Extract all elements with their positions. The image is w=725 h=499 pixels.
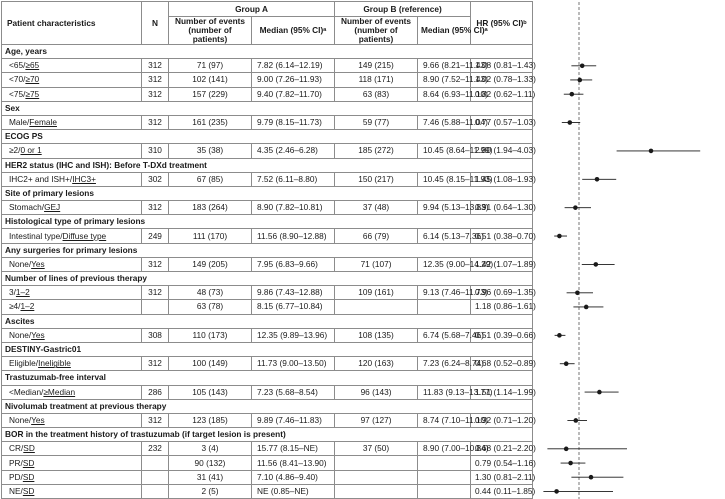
hr-cell: 2.80 (1.94–4.03) [471,144,533,158]
header-group-b: Group B (reference) [335,2,471,17]
events-b-cell: 96 (143) [335,385,418,399]
section-label: Nivolumab treatment at previous therapy [2,399,533,413]
row-label-reference: SD [22,471,35,482]
hr-cell: 0.96 (0.69–1.35) [471,286,533,300]
events-b-cell: 150 (217) [335,172,418,186]
n-cell [142,300,169,314]
row-label-prefix: <75/ [9,88,26,99]
median-a-cell: 11.56 (8.41–13.90) [252,456,335,470]
section-row [2,272,533,286]
row-label-reference: SD [22,457,35,468]
row-label-prefix: PD/ [9,471,23,482]
header-characteristics: Patient characteristics [2,2,142,45]
n-cell: 310 [142,144,169,158]
row-label [2,300,142,314]
events-b-cell: 59 (77) [335,115,418,129]
hr-point [589,475,594,480]
row-label [2,73,142,87]
row-label-prefix: None/ [9,414,32,425]
n-cell: 312 [142,115,169,129]
row-label-reference: Yes [31,414,45,425]
hr-cell: 1.45 (1.08–1.93) [471,172,533,186]
median-a-cell: NE (0.85–NE) [252,484,335,498]
row-label-prefix: <65/ [9,60,26,71]
events-a-cell: 35 (38) [169,144,252,158]
section-label: Trastuzumab-free interval [2,371,533,385]
section-row [2,399,533,413]
row-label [2,201,142,215]
n-cell: 312 [142,286,169,300]
hr-cell: 0.82 (0.62–1.11) [471,87,533,101]
median-a-cell: 7.52 (6.11–8.80) [252,172,335,186]
section-label: Histological type of primary lesions [2,215,533,229]
median-a-cell: 9.00 (7.26–11.93) [252,73,335,87]
table-row [2,357,533,371]
row-label-prefix: <70/ [9,74,26,85]
table-row [2,286,533,300]
section-label: Sex [2,101,533,115]
events-a-cell: 110 (173) [169,328,252,342]
row-label [2,413,142,427]
table-row [2,385,533,399]
n-cell: 312 [142,257,169,271]
row-label [2,172,142,186]
hr-point [557,234,562,239]
events-b-cell [335,470,418,484]
events-a-cell: 123 (185) [169,413,252,427]
hr-cell: 0.77 (0.57–1.03) [471,115,533,129]
row-label [2,286,142,300]
events-a-cell: 183 (264) [169,201,252,215]
row-label-prefix: PR/ [9,457,23,468]
row-label-reference: GEJ [44,202,61,213]
row-label-reference: 1–2 [15,287,30,298]
row-label-reference: SD [23,443,35,454]
median-a-cell: 9.89 (7.46–11.83) [252,413,335,427]
median-a-cell: 15.77 (8.15–NE) [252,442,335,456]
table-row [2,144,533,158]
events-b-cell [335,300,418,314]
median-a-cell: 9.40 (7.82–11.70) [252,87,335,101]
row-label [2,115,142,129]
hr-point [564,447,569,452]
hr-point [557,333,562,338]
hr-cell: 0.51 (0.38–0.70) [471,229,533,243]
header-median-a: Median (95% CI)ᵃ [252,17,335,45]
row-label-reference: 0 or 1 [20,145,42,156]
section-label: DESTINY-Gastric01 [2,342,533,356]
median-a-cell: 8.90 (7.82–10.81) [252,201,335,215]
events-a-cell: 71 (97) [169,59,252,73]
hr-cell: 0.68 (0.21–2.20) [471,442,533,456]
events-a-cell: 63 (78) [169,300,252,314]
n-cell: 312 [142,87,169,101]
events-b-cell: 120 (163) [335,357,418,371]
row-label-reference: Diffuse type [62,230,107,241]
median-b-cell: 10.45 (8.64–11.99) [418,144,471,158]
row-label [2,257,142,271]
header-hr: HR (95% CI)ᵇ [471,2,533,45]
section-row [2,243,533,257]
events-a-cell: 102 (141) [169,73,252,87]
median-b-cell: 8.90 (7.00–10.84) [418,442,471,456]
section-row [2,158,533,172]
row-label-prefix: ≥2/ [9,145,21,156]
median-b-cell: 8.64 (6.93–11.10) [418,87,471,101]
row-label [2,456,142,470]
hr-point [574,418,579,423]
hr-cell: 0.92 (0.71–1.20) [471,413,533,427]
median-b-cell [418,484,471,498]
median-a-cell: 12.35 (9.89–13.96) [252,328,335,342]
events-a-cell: 157 (229) [169,87,252,101]
hr-point [573,205,578,210]
median-b-cell: 11.83 (9.13–13.77) [418,385,471,399]
results-table [1,1,536,499]
table-row [2,115,533,129]
row-label-prefix: NE/ [9,485,23,496]
events-a-cell: 105 (143) [169,385,252,399]
hr-point [580,63,585,68]
median-a-cell: 9.86 (7.43–12.88) [252,286,335,300]
hr-cell: 0.68 (0.52–0.89) [471,357,533,371]
median-a-cell: 7.10 (4.86–9.40) [252,470,335,484]
row-label [2,328,142,342]
row-label [2,229,142,243]
n-cell: 308 [142,328,169,342]
events-a-cell: 161 (235) [169,115,252,129]
median-a-cell: 7.82 (6.14–12.19) [252,59,335,73]
n-cell [142,456,169,470]
row-label-reference: Female [29,117,57,128]
median-b-cell: 7.23 (6.24–8.74) [418,357,471,371]
header-events-b: Number of events (number of patients) [335,17,418,45]
section-row [2,45,533,59]
events-b-cell: 97 (127) [335,413,418,427]
median-b-cell: 6.14 (5.13–7.36) [418,229,471,243]
row-label-reference: SD [22,485,35,496]
row-label-reference: Ineligible [38,358,71,369]
events-b-cell [335,456,418,470]
row-label-prefix: Male/ [9,117,30,128]
table-row [2,442,533,456]
n-cell: 232 [142,442,169,456]
table-row [2,413,533,427]
events-a-cell: 67 (85) [169,172,252,186]
events-b-cell: 37 (50) [335,442,418,456]
events-b-cell: 149 (215) [335,59,418,73]
row-label-reference: ≥75 [25,88,40,99]
hr-cell: 1.18 (0.86–1.61) [471,300,533,314]
hr-cell: 1.42 (1.07–1.89) [471,257,533,271]
n-cell [142,470,169,484]
table-row [2,73,533,87]
n-cell: 312 [142,357,169,371]
events-b-cell: 108 (135) [335,328,418,342]
events-b-cell: 71 (107) [335,257,418,271]
table-row [2,229,533,243]
table-row [2,300,533,314]
row-label-reference: IHC3+ [72,173,96,184]
hr-point [575,290,580,295]
n-cell: 286 [142,385,169,399]
hr-point [568,120,573,125]
median-a-cell: 7.23 (5.68–8.54) [252,385,335,399]
section-label: Any surgeries for primary lesions [2,243,533,257]
hr-point [570,92,575,97]
table-row [2,484,533,498]
hr-cell: 0.51 (0.39–0.66) [471,328,533,342]
hr-point [595,177,600,182]
hr-point [568,461,573,466]
row-label-reference: ≥70 [25,74,40,85]
events-a-cell: 3 (4) [169,442,252,456]
hr-point [564,361,569,366]
section-row [2,186,533,200]
median-b-cell [418,300,471,314]
table-row [2,59,533,73]
section-row [2,215,533,229]
hr-cell: 1.51 (1.14–1.99) [471,385,533,399]
section-label: ECOG PS [2,130,533,144]
section-label: BOR in the treatment history of trastuzumab (if target lesion is present) [2,428,533,442]
row-label-prefix: None/ [9,329,32,340]
row-label-prefix: CR/ [9,443,24,454]
events-a-cell: 90 (132) [169,456,252,470]
median-a-cell: 4.35 (2.46–6.28) [252,144,335,158]
events-a-cell: 48 (73) [169,286,252,300]
median-b-cell [418,470,471,484]
n-cell: 312 [142,413,169,427]
n-cell [142,484,169,498]
hr-point [554,489,559,494]
median-a-cell: 7.95 (6.83–9.66) [252,257,335,271]
header-median-b: Median (95% CI)ᵃ [418,17,471,45]
section-label: Site of primary lesions [2,186,533,200]
hr-point [594,262,599,267]
table-row [2,328,533,342]
section-label: Age, years [2,45,533,59]
table-row [2,172,533,186]
hr-cell: 1.30 (0.81–2.11) [471,470,533,484]
median-b-cell: 7.46 (5.88–11.04) [418,115,471,129]
events-a-cell: 2 (5) [169,484,252,498]
row-label [2,144,142,158]
row-label [2,484,142,498]
section-label: Ascites [2,314,533,328]
n-cell: 312 [142,73,169,87]
median-a-cell: 8.15 (6.77–10.84) [252,300,335,314]
events-b-cell: 63 (83) [335,87,418,101]
events-b-cell [335,484,418,498]
row-label [2,357,142,371]
table-row [2,456,533,470]
section-row [2,101,533,115]
median-b-cell: 10.45 (8.15–11.93) [418,172,471,186]
median-a-cell: 11.73 (9.00–13.50) [252,357,335,371]
row-label [2,59,142,73]
row-label-prefix: Intestinal type/ [9,230,63,241]
hr-cell: 1.08 (0.81–1.43) [471,59,533,73]
row-label-reference: ≥65 [25,60,40,71]
hr-point [597,390,602,395]
row-label [2,470,142,484]
events-b-cell: 185 (272) [335,144,418,158]
section-row [2,342,533,356]
row-label-reference: 1–2 [20,301,35,312]
row-label-prefix: <Median/ [9,386,44,397]
events-b-cell: 109 (161) [335,286,418,300]
events-a-cell: 100 (149) [169,357,252,371]
row-label [2,87,142,101]
median-b-cell: 12.35 (9.00–14.29) [418,257,471,271]
hr-cell: 0.91 (0.64–1.30) [471,201,533,215]
row-label-prefix: 3/ [9,287,16,298]
hr-point [578,78,583,83]
median-b-cell: 6.74 (5.68–7.46) [418,328,471,342]
n-cell: 312 [142,59,169,73]
hr-cell: 0.44 (0.11–1.85) [471,484,533,498]
table-row [2,470,533,484]
median-b-cell: 9.66 (8.21–11.43) [418,59,471,73]
row-label-prefix: Eligible/ [9,358,39,369]
n-cell: 249 [142,229,169,243]
section-label: HER2 status (IHC and ISH): Before T-DXd treatment [2,158,533,172]
row-label-reference: Yes [31,258,45,269]
row-label-prefix: IHC2+ and ISH+/ [9,173,73,184]
hr-cell: 1.02 (0.78–1.33) [471,73,533,87]
events-a-cell: 111 (170) [169,229,252,243]
n-cell: 302 [142,172,169,186]
events-b-cell: 37 (48) [335,201,418,215]
row-label-prefix: Stomach/ [9,202,45,213]
events-a-cell: 31 (41) [169,470,252,484]
median-b-cell: 8.74 (7.10–11.10) [418,413,471,427]
median-a-cell: 11.56 (8.90–12.88) [252,229,335,243]
events-a-cell: 149 (205) [169,257,252,271]
header-events-a: Number of events (number of patients) [169,17,252,45]
section-label: Number of lines of previous therapy [2,272,533,286]
median-a-cell: 9.79 (8.15–11.73) [252,115,335,129]
hr-point [584,305,589,310]
row-label-prefix: ≥4/ [9,301,21,312]
events-b-cell: 118 (171) [335,73,418,87]
forest-plot [533,0,725,497]
table-row [2,257,533,271]
n-cell: 312 [142,201,169,215]
table-row [2,201,533,215]
row-label-reference: ≥Median [43,386,76,397]
hr-cell: 0.79 (0.54–1.16) [471,456,533,470]
median-b-cell [418,456,471,470]
section-row [2,428,533,442]
row-label [2,442,142,456]
median-b-cell: 9.13 (7.46–11.73) [418,286,471,300]
header-group-a: Group A [169,2,335,17]
table-row [2,87,533,101]
row-label-prefix: None/ [9,258,32,269]
row-label [2,385,142,399]
section-row [2,130,533,144]
row-label-reference: Yes [31,329,45,340]
median-b-cell: 9.94 (5.13–13.83) [418,201,471,215]
section-row [2,314,533,328]
section-row [2,371,533,385]
events-b-cell: 66 (79) [335,229,418,243]
header-n: N [142,2,169,45]
median-b-cell: 8.90 (7.52–11.43) [418,73,471,87]
hr-point [649,149,654,154]
